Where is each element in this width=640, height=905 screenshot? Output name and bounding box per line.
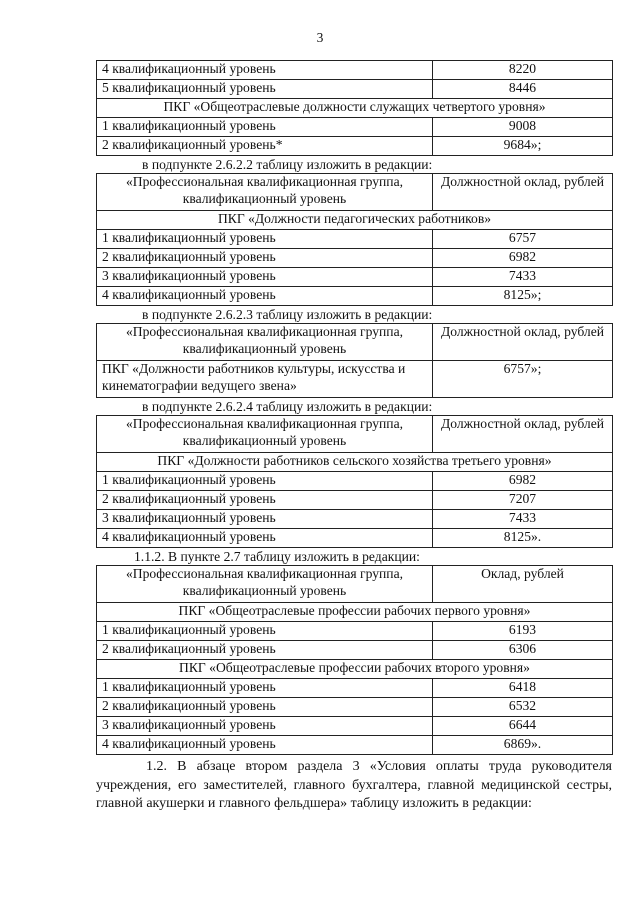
paragraph-1-2: 1.2. В абзаце втором раздела 3 «Условия оплаты труда руководителя учреждения, его заместителей, главного бухгалтера, главной медицинской сестры, главной акушерки и главного фельдшера» таблицу изложить в редакции: xyxy=(96,759,612,811)
row-value: 6982 xyxy=(433,249,613,268)
header-left: «Профессиональная квалификационная группа, квалификационный уровень xyxy=(97,324,433,361)
table-row xyxy=(97,230,613,249)
table-row xyxy=(97,80,613,99)
group-title: ПКГ «Общеотраслевые должности служащих четвертого уровня» xyxy=(97,99,613,118)
row-value: 8125»; xyxy=(433,287,613,306)
intro-2-6-2-3: в подпункте 2.6.2.3 таблицу изложить в редакции: xyxy=(142,307,433,322)
table-row xyxy=(97,249,613,268)
row-label: 2 квалификационный уровень* xyxy=(97,137,433,156)
row-label: 1 квалификационный уровень xyxy=(97,118,433,137)
intro-2-6-2-2: в подпункте 2.6.2.2 таблицу изложить в редакции: xyxy=(142,157,433,172)
row-value: 8446 xyxy=(433,80,613,99)
row-value: 6532 xyxy=(433,698,613,717)
row-label: 1 квалификационный уровень xyxy=(97,472,433,491)
group-row xyxy=(97,603,613,622)
group-row xyxy=(97,211,613,230)
row-value: 7433 xyxy=(433,268,613,287)
group-title: ПКГ «Общеотраслевые профессии рабочих второго уровня» xyxy=(97,660,613,679)
row-label: 2 квалификационный уровень xyxy=(97,249,433,268)
header-left: «Профессиональная квалификационная группа, квалификационный уровень xyxy=(97,566,433,603)
table-row xyxy=(97,118,613,137)
group-title: ПКГ «Должности педагогических работников» xyxy=(97,211,613,230)
group-row xyxy=(97,453,613,472)
group-row xyxy=(97,660,613,679)
table-row xyxy=(97,529,613,548)
table-service-positions xyxy=(96,60,613,156)
row-value: 9684»; xyxy=(433,137,613,156)
row-value: 6306 xyxy=(433,641,613,660)
table-row xyxy=(97,491,613,510)
table-row xyxy=(97,736,613,755)
table-row xyxy=(97,622,613,641)
table-row xyxy=(97,698,613,717)
document-body xyxy=(96,60,612,828)
table-agriculture xyxy=(96,415,613,548)
row-value: 6982 xyxy=(433,472,613,491)
table-workers xyxy=(96,565,613,755)
row-value: 6193 xyxy=(433,622,613,641)
row-label: 3 квалификационный уровень xyxy=(97,268,433,287)
row-value: 9008 xyxy=(433,118,613,137)
header-right: Должностной оклад, рублей xyxy=(433,174,613,211)
table-row xyxy=(97,268,613,287)
row-label: 5 квалификационный уровень xyxy=(97,80,433,99)
row-value: 6757 xyxy=(433,230,613,249)
row-label: 4 квалификационный уровень xyxy=(97,61,433,80)
table-row xyxy=(97,287,613,306)
table-row xyxy=(97,361,613,398)
group-row xyxy=(97,99,613,118)
intro-2-7: 1.1.2. В пункте 2.7 таблицу изложить в редакции: xyxy=(134,549,420,564)
page-number: 3 xyxy=(316,30,324,45)
header-row xyxy=(97,174,613,211)
row-label: 2 квалификационный уровень xyxy=(97,641,433,660)
header-row xyxy=(97,416,613,453)
intro-2-6-2-4: в подпункте 2.6.2.4 таблицу изложить в редакции: xyxy=(142,399,433,414)
row-value: 8220 xyxy=(433,61,613,80)
header-left: «Профессиональная квалификационная группа, квалификационный уровень xyxy=(97,174,433,211)
header-left: «Профессиональная квалификационная группа, квалификационный уровень xyxy=(97,416,433,453)
row-value: 6869». xyxy=(433,736,613,755)
row-label: 4 квалификационный уровень xyxy=(97,287,433,306)
header-row xyxy=(97,324,613,361)
row-value: 6418 xyxy=(433,679,613,698)
row-value: 6757»; xyxy=(433,361,613,398)
row-label: 3 квалификационный уровень xyxy=(97,717,433,736)
row-value: 7433 xyxy=(433,510,613,529)
table-culture xyxy=(96,323,613,398)
table-row xyxy=(97,472,613,491)
row-label: 4 квалификационный уровень xyxy=(97,529,433,548)
table-row xyxy=(97,679,613,698)
header-right: Должностной оклад, рублей xyxy=(433,324,613,361)
header-row xyxy=(97,566,613,603)
row-label: 1 квалификационный уровень xyxy=(97,230,433,249)
row-label: 4 квалификационный уровень xyxy=(97,736,433,755)
table-row xyxy=(97,717,613,736)
row-value: 6644 xyxy=(433,717,613,736)
row-label: 2 квалификационный уровень xyxy=(97,491,433,510)
row-label: 3 квалификационный уровень xyxy=(97,510,433,529)
table-row xyxy=(97,641,613,660)
table-pedagogical xyxy=(96,173,613,306)
header-right: Оклад, рублей xyxy=(433,566,613,603)
table-row xyxy=(97,61,613,80)
row-label: 2 квалификационный уровень xyxy=(97,698,433,717)
header-right: Должностной оклад, рублей xyxy=(433,416,613,453)
row-label: 1 квалификационный уровень xyxy=(97,679,433,698)
row-value: 8125». xyxy=(433,529,613,548)
table-row xyxy=(97,510,613,529)
table-row xyxy=(97,137,613,156)
group-title: ПКГ «Общеотраслевые профессии рабочих первого уровня» xyxy=(97,603,613,622)
group-title: ПКГ «Должности работников сельского хозяйства третьего уровня» xyxy=(97,453,613,472)
row-label: 1 квалификационный уровень xyxy=(97,622,433,641)
row-value: 7207 xyxy=(433,491,613,510)
row-label: ПКГ «Должности работников культуры, искусства и кинематографии ведущего звена» xyxy=(97,361,433,398)
